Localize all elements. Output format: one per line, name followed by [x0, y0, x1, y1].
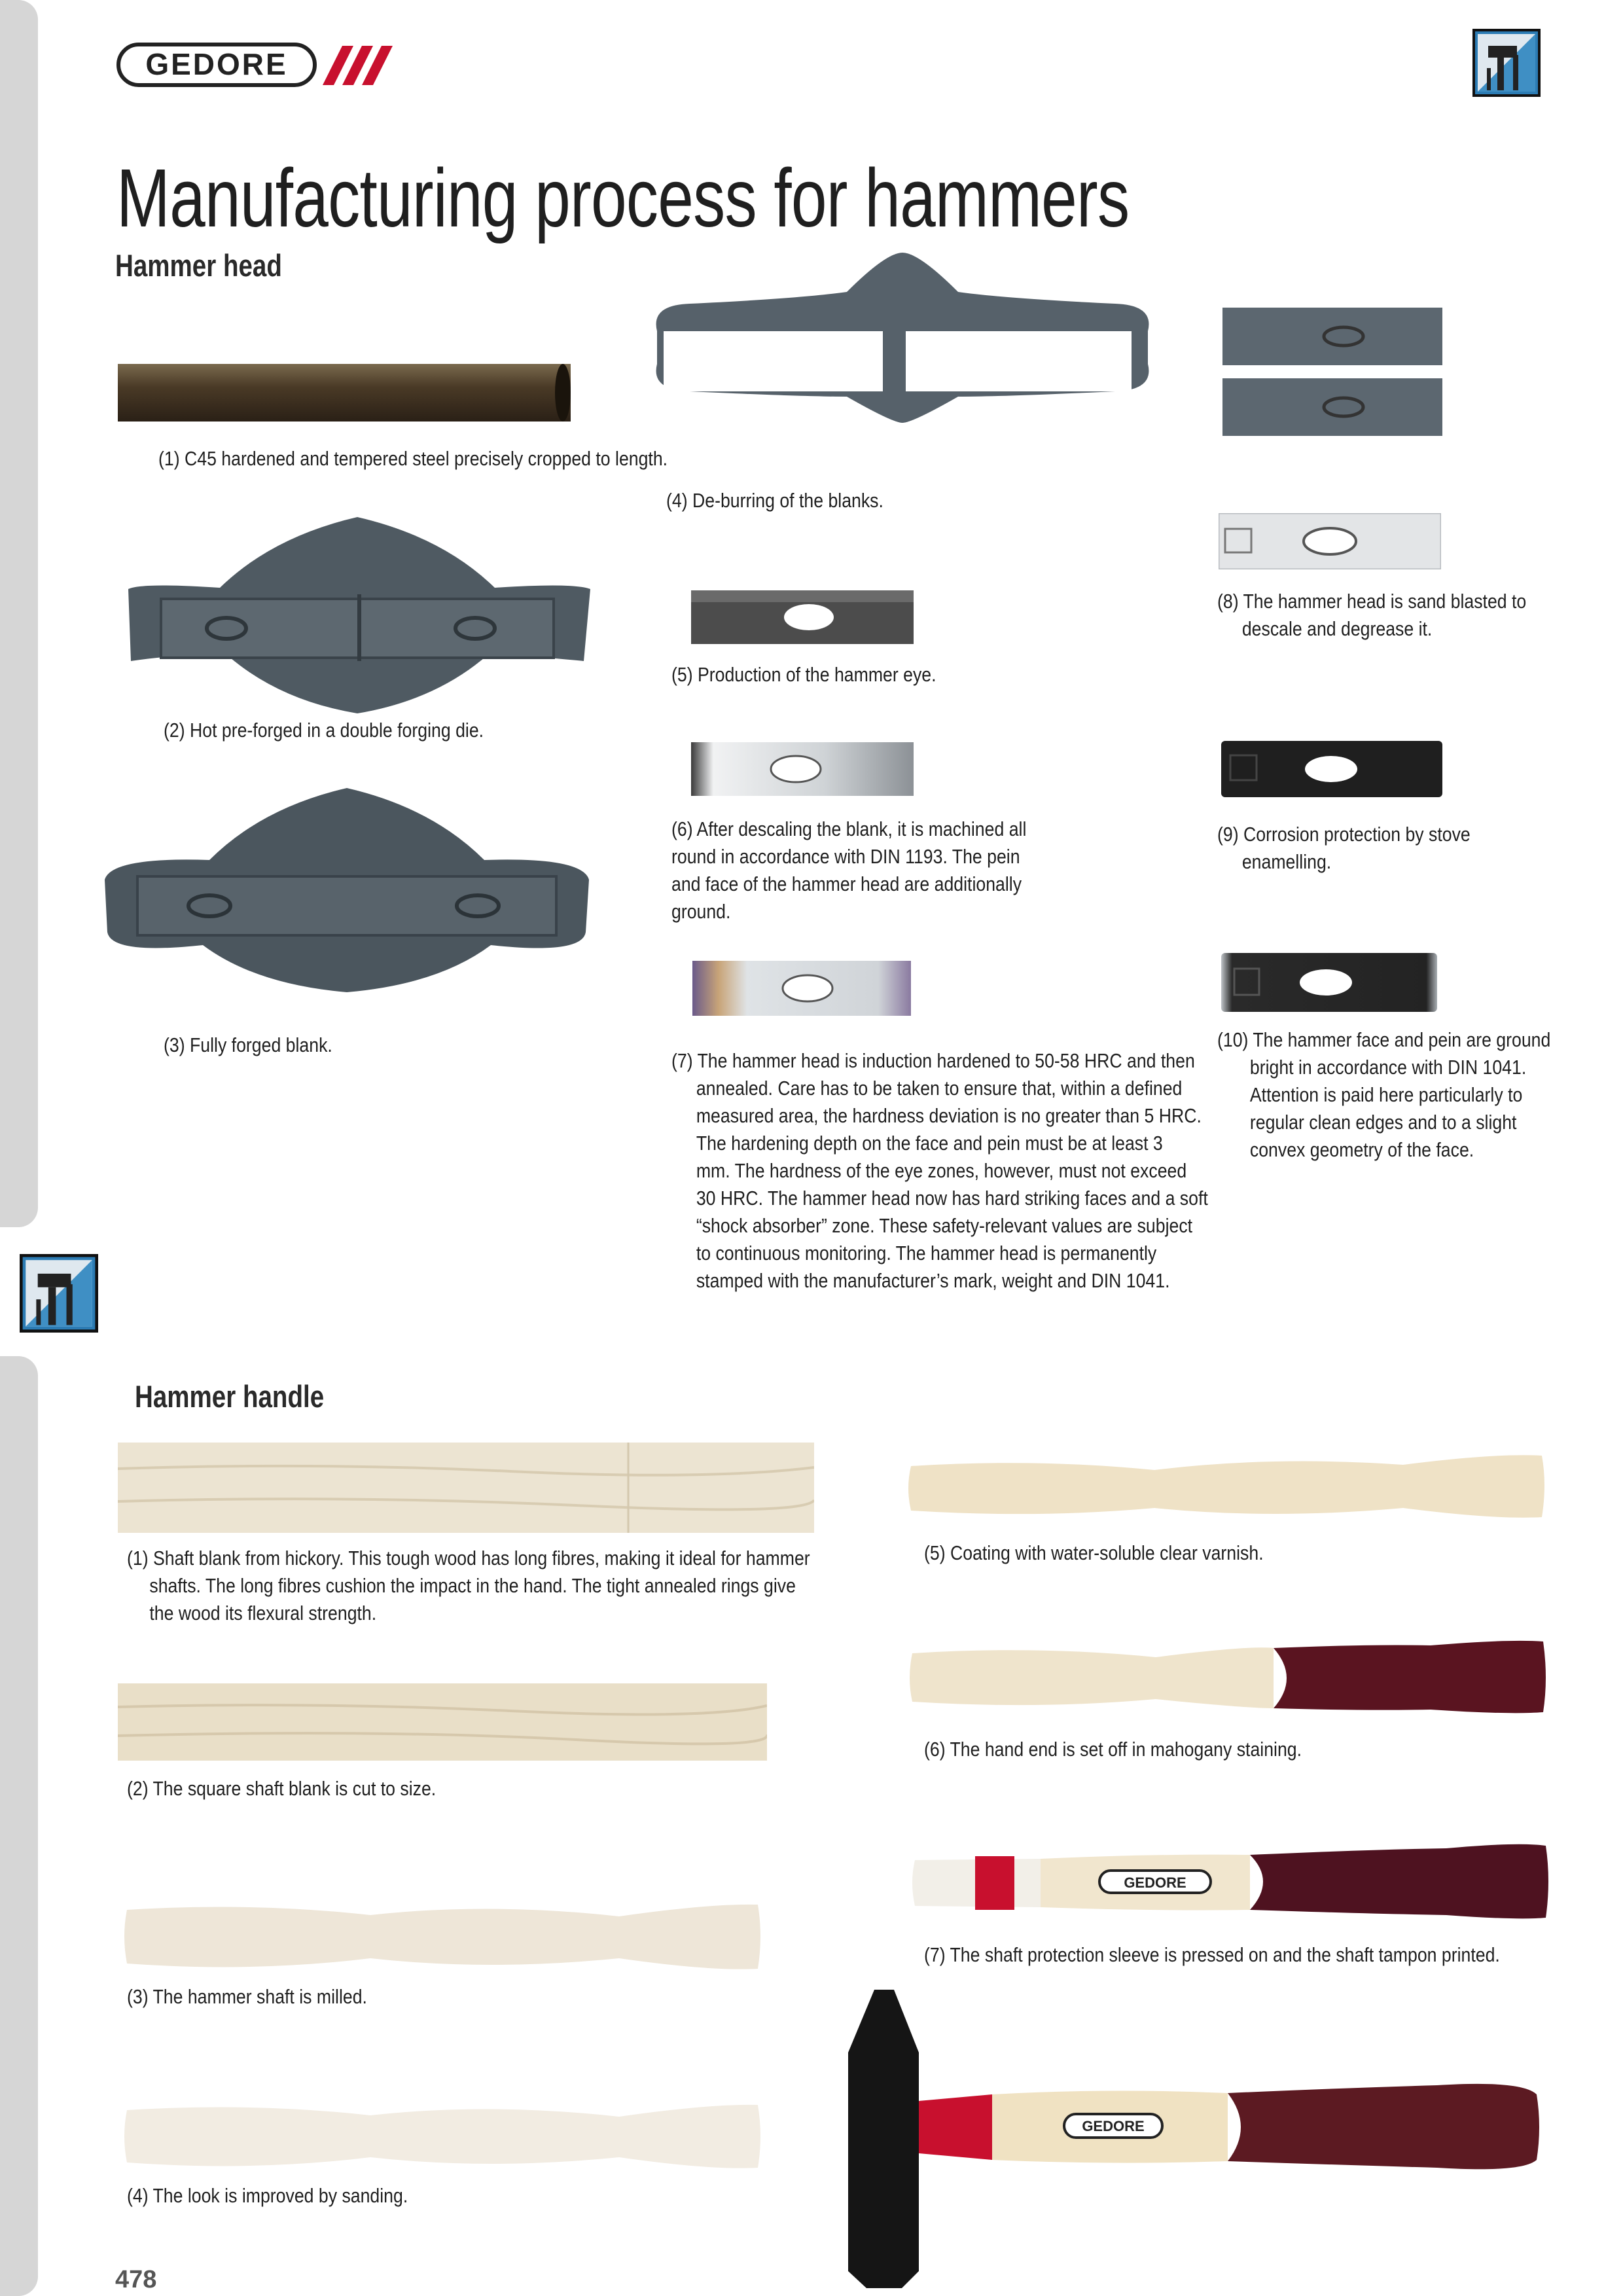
page-title: Manufacturing process for hammers — [116, 152, 1130, 244]
hardened-head-image — [692, 961, 911, 1016]
hammer-category-icon-side — [20, 1254, 98, 1333]
sleeved-shaft-image — [910, 1842, 1551, 1922]
machined-head-image — [691, 742, 914, 796]
head-step-9-caption: (9) Corrosion protection by stove enamelling. — [1217, 823, 1471, 873]
handle-step-3-caption: (3) The hammer shaft is milled. — [127, 1985, 367, 2008]
handle-step-6-caption: (6) The hand end is set off in mahogany staining. — [924, 1738, 1302, 1761]
hammer-eye-head-image — [691, 590, 914, 644]
forged-blank-image — [98, 788, 596, 992]
varnished-shaft-image — [906, 1452, 1547, 1521]
handle-step-1-caption: (1) Shaft blank from hickory. This tough wood has long fibres, making it ideal for hammer shafts. The long fibres cushion the impact in the hand. The tight annealed rings give the wood its flexural strength. — [127, 1547, 810, 1624]
steel-bar-image — [118, 361, 571, 424]
blank-pieces-image — [1222, 308, 1442, 439]
handle-step-4-caption: (4) The look is improved by sanding. — [127, 2184, 408, 2207]
handle-step-2-caption: (2) The square shaft blank is cut to size. — [127, 1777, 437, 1800]
head-step-2-caption: (2) Hot pre-forged in a double forging die. — [164, 719, 484, 742]
head-step-3-caption: (3) Fully forged blank. — [164, 1033, 332, 1056]
svg-text:GEDORE: GEDORE — [1082, 2118, 1145, 2134]
side-tab-upper — [0, 0, 38, 1227]
hickory-blank-image — [118, 1443, 814, 1533]
section-heading-hammer-handle: Hammer handle — [135, 1379, 325, 1414]
deburred-blanks-image — [651, 253, 1154, 423]
stained-shaft-image — [907, 1639, 1548, 1716]
head-step-8-caption: (8) The hammer head is sand blasted to descale and degrease it. — [1217, 590, 1527, 640]
pre-forged-blank-image — [122, 517, 597, 713]
square-shaft-blank-image — [118, 1683, 767, 1761]
head-step-1-caption: (1) C45 hardened and tempered steel precisely cropped to length. — [158, 447, 668, 470]
head-step-5-caption: (5) Production of the hammer eye. — [671, 663, 936, 686]
sanded-shaft-image — [122, 2097, 763, 2174]
enamelled-head-image — [1221, 741, 1442, 797]
gedore-logo — [116, 41, 404, 90]
finished-hammer-image — [848, 1990, 1542, 2288]
section-heading-hammer-head: Hammer head — [115, 248, 282, 283]
handle-step-5-caption: (5) Coating with water-soluble clear varnish. — [924, 1541, 1264, 1564]
head-step-6-caption: (6) After descaling the blank, it is machined all round in accordance with DIN 1193. The pein and face of the hammer head are additionally ground. — [671, 817, 1027, 923]
head-step-7-caption: (7) The hammer head is induction hardened to 50-58 HRC and then annealed. Care has to be taken to ensure that, within a defined measured area, the hardness deviation is no greater than 5 HRC. The hardening depth on the face and pein must be at least 3 mm. The hardness of the eye zones, however, must not exceed 30 HRC. The hammer head now has hard striking faces and a soft “shock absorber” zone. These safety-relevant values are subject to continuous monitoring. The hammer head is permanently stamped with the manufacturer’s mark, weight and DIN 1041. — [671, 1049, 1208, 1292]
page-number: 478 — [115, 2266, 157, 2293]
head-step-4-caption: (4) De-burring of the blanks. — [666, 489, 883, 512]
side-tab-lower — [0, 1356, 38, 2296]
finished-head-image — [1221, 953, 1437, 1012]
milled-shaft-image — [122, 1897, 763, 1975]
svg-text:GEDORE: GEDORE — [145, 47, 288, 81]
hammer-category-icon — [1472, 29, 1541, 97]
head-step-10-caption: (10) The hammer face and pein are ground bright in accordance with DIN 1041. Attention is paid here particularly to regular clean edges and to a slight convex geometry of the face. — [1217, 1028, 1551, 1161]
sandblasted-head-image — [1219, 513, 1441, 569]
handle-step-7-caption: (7) The shaft protection sleeve is pressed on and the shaft tampon printed. — [924, 1943, 1500, 1966]
svg-text:GEDORE: GEDORE — [1124, 1874, 1186, 1891]
